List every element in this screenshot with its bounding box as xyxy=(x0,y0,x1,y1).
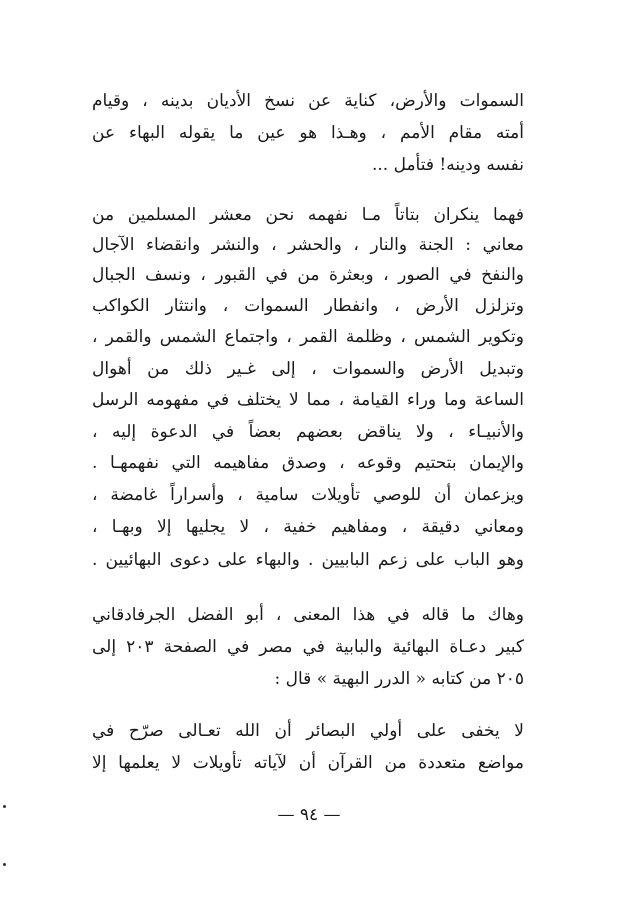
page-number: — ٩٤ — xyxy=(277,805,341,825)
text-line: السموات والأرض، كناية عن نسخ الأديان بدينه ، وقيام xyxy=(92,91,524,111)
text-line: والإيمان بتحتيم وقوعه ، وصدق مفاهيمه التي نفهمهـا . xyxy=(92,453,524,473)
text-line: وتبديل الأرض والسموات ، إلى غـير ذلك من أهوال xyxy=(92,359,524,379)
text-line: وتكوير الشمس ، وظلمة القمر ، واجتماع الشمس والقمر ، xyxy=(92,327,524,347)
text-line: والنفخ في الصور ، وبعثرة من في القبور ، ونسف الجبال xyxy=(92,265,524,285)
scan-speck xyxy=(3,863,6,866)
text-line: مواضع متعددة من القرآن أن لآياته تأويلات لا يعلمها إلا xyxy=(92,753,524,773)
text-line: معاني : الجنة والنار ، والحشر ، والنشر وانقضاء الآجال xyxy=(92,235,524,255)
text-line: ٢٠٥ من كتابه « الدرر البهية » قال : xyxy=(274,669,524,689)
text-line: والأنبيـاء ، ولا يناقض بعضهم بعضاً في الدعوة إليه ، xyxy=(92,422,524,442)
text-line: وهو الباب على زعم البابيين . والبهاء على دعوى البهائيين . xyxy=(92,550,524,570)
text-line: أمته مقام الأمم ، وهـذا هو عين ما يقوله البهاء عن xyxy=(92,123,524,143)
text-line: وهاك ما قاله في هذا المعنى ، أبو الفضل الجرفادقاني xyxy=(92,605,524,625)
text-line: وتزلزل الأرض ، وانفطار السموات ، وانتثار الكواكب xyxy=(92,296,524,316)
text-line: كبير دعـاة البهائية والبابية في مصر في الصفحة ٢٠٣ إلى xyxy=(92,637,524,657)
text-line: نفسه ودينه! فتأمل ... xyxy=(371,155,524,175)
text-line: فهما ينكران بتاتاً مـا نفهمه نحن معشر المسلمين من xyxy=(92,205,524,225)
text-line: لا يخفى على أولي البصائر أن الله تعـالى صرّح في xyxy=(92,721,524,741)
scan-speck xyxy=(3,805,6,808)
text-line: ويزعمان أن للوصي تأويلات سامية ، وأسراراً غامضة ، xyxy=(92,485,524,505)
text-line: الساعة وما وراء القيامة ، مما لا يختلف في مفهومه الرسل xyxy=(92,390,524,410)
text-line: ومعاني دقيقة ، ومفاهيم خفية ، لا يجليها إلا وبهـا ، xyxy=(92,517,524,537)
